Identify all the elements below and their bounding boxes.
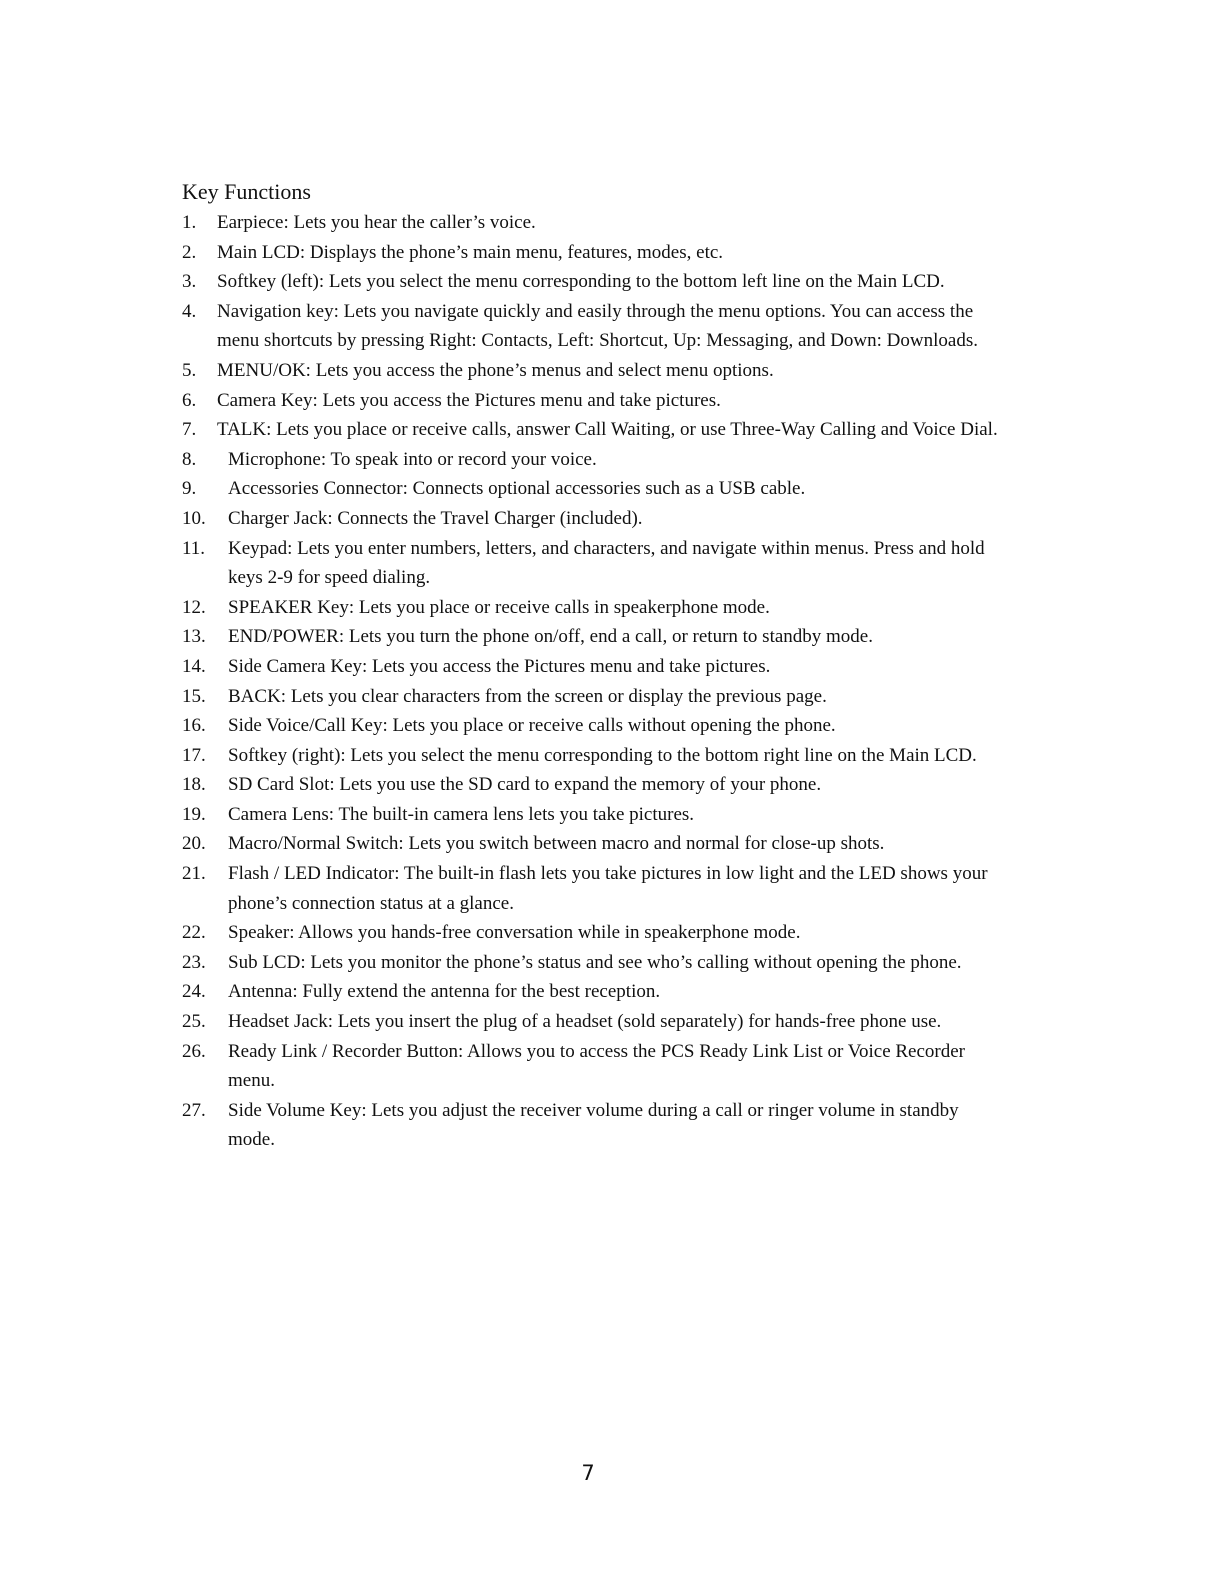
list-item xyxy=(182,415,1002,445)
list-item xyxy=(182,504,1002,534)
item-number: 9. xyxy=(182,478,197,500)
list-item xyxy=(182,652,1002,682)
item-text: Camera Lens: The built-in camera lens lets you take pictures. xyxy=(228,803,695,825)
item-number: 13. xyxy=(182,626,206,648)
item-text: Earpiece: Lets you hear the caller’s voice. xyxy=(217,212,536,233)
item-text: MENU/OK: Lets you access the phone’s menus and select menu options. xyxy=(217,359,774,381)
item-text: Side Voice/Call Key: Lets you place or receive calls without opening the phone. xyxy=(228,715,836,737)
section-heading: Key Functions xyxy=(182,179,311,204)
page-number: 7 xyxy=(581,1461,595,1485)
item-text: Antenna: Fully extend the antenna for the best reception. xyxy=(228,981,661,1003)
item-text: Navigation key: Lets you navigate quickly and easily through the menu options. You can access the menu shortcuts by pressing Right: Contacts, Left: Shortcut, Up: Messaging, and Down: Downloads. xyxy=(217,300,978,352)
item-number: 10. xyxy=(182,507,206,529)
item-number: 7. xyxy=(182,419,197,441)
list-item xyxy=(182,1037,1002,1096)
item-number: 8. xyxy=(182,448,197,470)
item-number: 12. xyxy=(182,596,206,618)
list-item xyxy=(182,386,1002,416)
list-item xyxy=(182,829,1002,859)
list-item xyxy=(182,622,1002,652)
item-text: Main LCD: Displays the phone’s main menu, features, modes, etc. xyxy=(217,241,724,263)
item-text: Side Camera Key: Lets you access the Pictures menu and take pictures. xyxy=(228,655,771,677)
item-number: 22. xyxy=(182,922,206,944)
list-item xyxy=(182,208,1002,238)
list-item xyxy=(182,445,1002,475)
item-text: Camera Key: Lets you access the Pictures menu and take pictures. xyxy=(217,389,721,411)
item-number: 25. xyxy=(182,1011,206,1033)
list-item xyxy=(182,859,1002,918)
item-number: 3. xyxy=(182,271,197,293)
list-item xyxy=(182,534,1002,593)
item-text: Charger Jack: Connects the Travel Charger (included). xyxy=(228,507,643,529)
item-number: 1. xyxy=(182,212,197,233)
item-text: Softkey (left): Lets you select the menu corresponding to the bottom left line on the Main LCD. xyxy=(217,271,945,293)
item-number: 11. xyxy=(182,537,206,559)
item-number: 21. xyxy=(182,863,206,885)
item-text: SPEAKER Key: Lets you place or receive calls in speakerphone mode. xyxy=(228,596,770,618)
item-number: 19. xyxy=(182,803,206,825)
item-text: SD Card Slot: Lets you use the SD card to expand the memory of your phone. xyxy=(228,774,822,796)
list-item xyxy=(182,267,1002,297)
list-item xyxy=(182,474,1002,504)
list-item xyxy=(182,1007,1002,1037)
item-number: 23. xyxy=(182,951,206,973)
item-number: 18. xyxy=(182,774,206,796)
list-item xyxy=(182,356,1002,386)
list-item xyxy=(182,918,1002,948)
item-text: Headset Jack: Lets you insert the plug of a headset (sold separately) for hands-free phone use. xyxy=(228,1011,942,1033)
list-item xyxy=(182,977,1002,1007)
item-text: Speaker: Allows you hands-free conversation while in speakerphone mode. xyxy=(228,922,801,944)
item-number: 5. xyxy=(182,359,197,381)
list-item xyxy=(182,1096,1002,1155)
item-text: Accessories Connector: Connects optional accessories such as a USB cable. xyxy=(228,478,806,500)
item-number: 15. xyxy=(182,685,206,707)
list-item xyxy=(182,682,1002,712)
item-text: Side Volume Key: Lets you adjust the receiver volume during a call or ringer volume in standby mode. xyxy=(228,1099,959,1151)
list-item xyxy=(182,238,1002,268)
item-text: Softkey (right): Lets you select the menu corresponding to the bottom right line on the Main LCD. xyxy=(228,744,977,766)
list-item xyxy=(182,297,1002,356)
item-number: 27. xyxy=(182,1099,206,1121)
item-number: 16. xyxy=(182,715,206,737)
item-text: TALK: Lets you place or receive calls, answer Call Waiting, or use Three-Way Calling and Voice Dial. xyxy=(217,419,998,441)
item-number: 6. xyxy=(182,389,197,411)
item-text: Keypad: Lets you enter numbers, letters, and characters, and navigate within menus. Press and hold keys 2-9 for speed dialing. xyxy=(228,537,985,589)
item-text: Microphone: To speak into or record your voice. xyxy=(228,448,597,470)
list-item xyxy=(182,948,1002,978)
item-text: Sub LCD: Lets you monitor the phone’s status and see who’s calling without opening the phone. xyxy=(228,951,962,973)
item-text: END/POWER: Lets you turn the phone on/off, end a call, or return to standby mode. xyxy=(228,626,873,648)
list-item xyxy=(182,770,1002,800)
item-text: Macro/Normal Switch: Lets you switch between macro and normal for close-up shots. xyxy=(228,833,885,855)
item-number: 14. xyxy=(182,655,206,677)
item-number: 24. xyxy=(182,981,206,1003)
list-item xyxy=(182,711,1002,741)
item-number: 4. xyxy=(182,300,197,322)
item-text: Ready Link / Recorder Button: Allows you to access the PCS Ready Link List or Voice Recorder menu. xyxy=(228,1040,966,1092)
item-number: 17. xyxy=(182,744,206,766)
item-number: 2. xyxy=(182,241,197,263)
list-item xyxy=(182,741,1002,771)
list-item xyxy=(182,593,1002,623)
item-number: 20. xyxy=(182,833,206,855)
item-text: Flash / LED Indicator: The built-in flash lets you take pictures in low light and the LED shows your phone’s connection status at a glance. xyxy=(228,863,988,914)
item-number: 26. xyxy=(182,1040,206,1062)
list-item xyxy=(182,800,1002,830)
item-text: BACK: Lets you clear characters from the screen or display the previous page. xyxy=(228,685,827,707)
key-functions-list xyxy=(182,208,1002,1155)
